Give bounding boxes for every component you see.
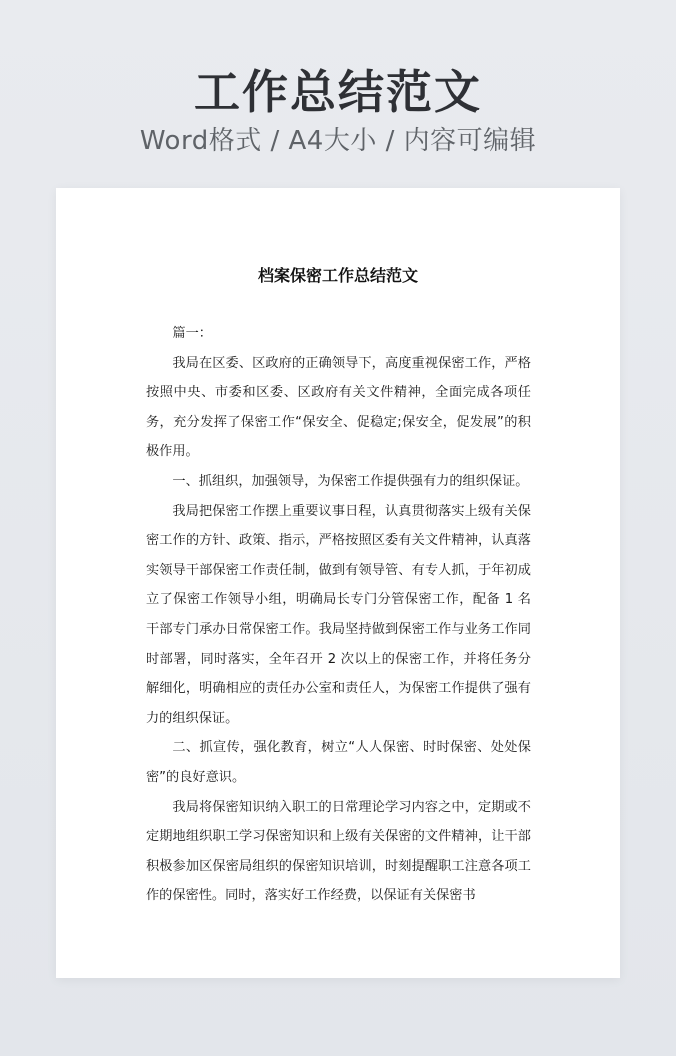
paragraph-intro: 我局在区委、区政府的正确领导下，高度重视保密工作，严格按照中央、市委和区委、区政府有关文件精神，全面完成各项任务，充分发挥了保密工作“保安全、促稳定;保安全，促发展”的积极作用。 <box>146 355 531 460</box>
paragraph-body-1: 我局把保密工作摆上重要议事日程，认真贯彻落实上级有关保密工作的方针、政策、指示，严格按照区委有关文件精神，认真落实领导干部保密工作责任制，做到有领导管、有专人抓，于年初成立了保密工作领导小组，明确局长专门分管保密工作，配备 1 名干部专门承办日常保密工作。我局坚持做到保密工作与业务工作同时部署，同时落实，全年召开 2 次以上的保密工作，并将任务分解细化，明确相应的责任办公室和责任人，为保密工作提供了强有力的组织保证。 <box>146 503 531 726</box>
page-subtitle: Word格式 / A4大小 / 内容可编辑 <box>139 126 537 156</box>
paragraph-section-label: 篇一： <box>172 326 212 341</box>
page-title: 工作总结范文 <box>194 65 482 119</box>
paragraph-body-2: 我局将保密知识纳入职工的日常理论学习内容之中，定期或不定期地组织职工学习保密知识和上级有关保密的文件精神，让干部积极参加区保密局组织的保密知识培训，时刻提醒职工注意各项工作的保密性。同时，落实好工作经费，以保证有关保密书 <box>146 799 531 904</box>
document-page <box>56 188 620 978</box>
document-body <box>146 319 531 911</box>
paragraph-heading-1: 一、抓组织，加强领导，为保密工作提供强有力的组织保证。 <box>172 473 529 489</box>
page-header <box>0 62 676 158</box>
paragraph-heading-2: 二、抓宣传，强化教育，树立“人人保密、时时保密、处处保密”的良好意识。 <box>146 740 531 785</box>
document-title: 档案保密工作总结范文 <box>257 266 418 285</box>
